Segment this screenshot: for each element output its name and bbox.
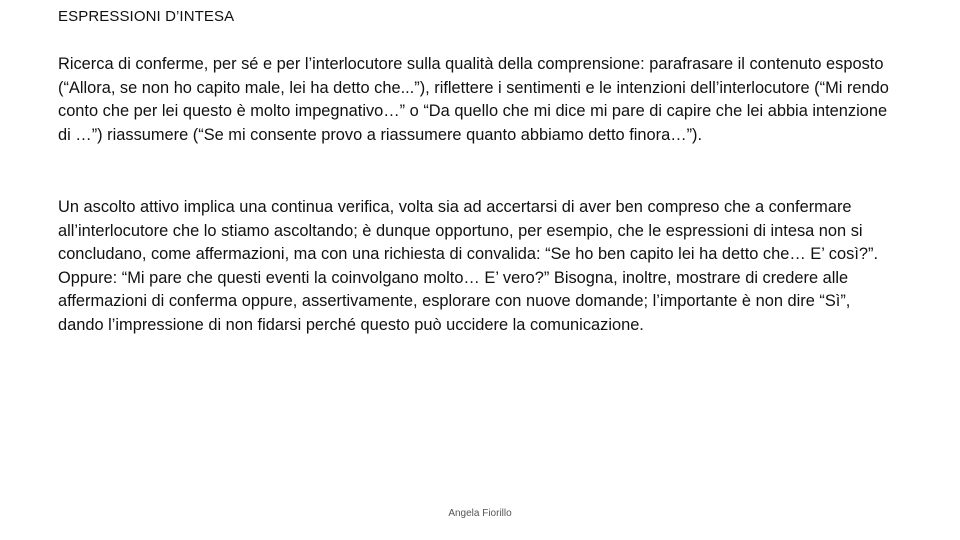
paragraph-ascolto-attivo: Un ascolto attivo implica una continua verifica, volta sia ad accertarsi di aver ben compreso che a confermare all’interlocutore che lo stiamo ascoltando; è dunque opportuno, per esempio, che le espressioni di intesa non si concludano, come affermazioni, ma con una richiesta di convalida: “Se ho ben capito lei ha detto che… E’ così?”. Oppure: “Mi pare che questi eventi la coinvolgano molto… E’ vero?” Bisogna, inoltre, mostrare di credere alle affermazioni di conferma oppure, assertivamente, esplorare con nuove domande; l’importante è non dire “Sì”, dando l’impressione di non fidarsi perché questo può uccidere la comunicazione.	[58, 198, 878, 334]
slide-title: ESPRESSIONI D’INTESA	[58, 8, 235, 25]
paragraph-conferme: Ricerca di conferme, per sé e per l’interlocutore sulla qualità della comprensione: parafrasare il contenuto esposto (“Allora, se non ho capito male, lei ha detto che...”), riflettere i sentimenti e le intenzioni dell’interlocutore (“Mi rendo conto che per lei questo è molto impegnativo…” o “Da quello che mi dice mi pare di capire che lei abbia intenzione di …”) riassumere (“Se mi consente provo a riassumere quanto abbiamo detto finora…”).	[58, 55, 889, 144]
footer-author: Angela Fiorillo	[448, 508, 512, 519]
